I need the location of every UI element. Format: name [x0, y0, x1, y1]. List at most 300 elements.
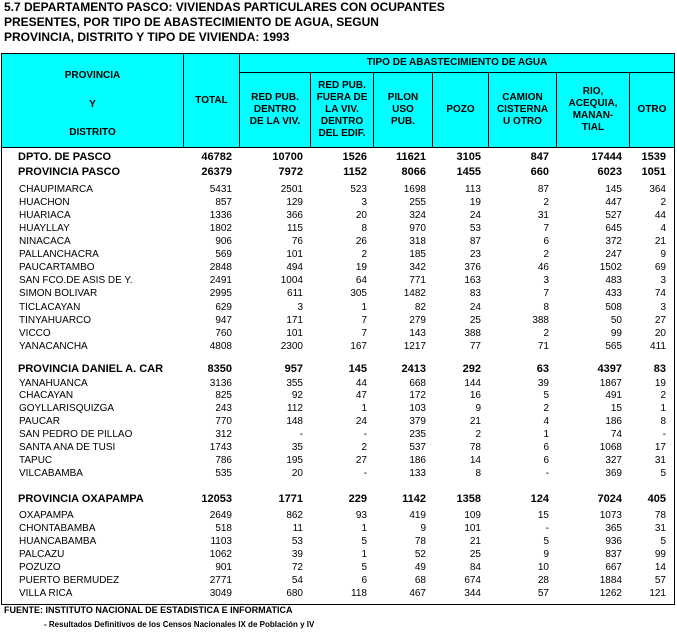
cell-value: 518: [215, 523, 232, 534]
row-label: PUERTO BERMUDEZ: [19, 575, 120, 586]
cell-value: 947: [215, 315, 232, 326]
table-row: [1, 536, 675, 548]
table-row-total: [1, 363, 675, 375]
cell-value: 6: [543, 236, 549, 247]
cell-value: 78: [469, 442, 481, 453]
cell-value: 21: [654, 236, 666, 247]
cell-value: 388: [464, 328, 481, 339]
cell-value: 4397: [597, 363, 622, 375]
cell-value: 21: [469, 536, 481, 547]
cell-value: 54: [291, 575, 303, 586]
table-row: [1, 210, 675, 222]
cell-value: 1771: [278, 493, 303, 505]
table-row: [1, 523, 675, 535]
cell-value: 46782: [201, 151, 232, 163]
cell-value: 76: [291, 236, 303, 247]
cell-value: 72: [291, 562, 303, 573]
row-label: CHAUPIMARCA: [19, 184, 93, 195]
cell-value: 1526: [342, 151, 367, 163]
cell-value: 419: [409, 510, 426, 521]
cell-value: 344: [464, 588, 481, 599]
cell-value: 121: [649, 588, 666, 599]
cell-value: 1262: [599, 588, 622, 599]
cell-value: 145: [348, 363, 367, 375]
cell-value: 771: [409, 275, 426, 286]
cell-value: 92: [291, 390, 303, 401]
cell-value: 1: [660, 403, 666, 414]
table-row: [1, 249, 675, 261]
cell-value: 112: [287, 403, 303, 414]
cell-value: 483: [605, 275, 622, 286]
cell-value: 93: [355, 510, 367, 521]
cell-value: 1698: [403, 184, 426, 195]
cell-value: 523: [350, 184, 367, 195]
cell-value: 611: [287, 288, 303, 299]
cell-value: 2: [543, 328, 549, 339]
cell-value: 1482: [403, 288, 426, 299]
cell-value: 144: [464, 378, 481, 389]
cell-value: 101: [286, 249, 303, 260]
cell-value: 760: [215, 328, 232, 339]
cell-value: 312: [215, 429, 232, 440]
cell-value: 26: [355, 236, 367, 247]
cell-value: 20: [355, 210, 367, 221]
cell-value: 279: [409, 315, 426, 326]
cell-value: 305: [350, 288, 367, 299]
table-row: [1, 562, 675, 574]
cell-value: -: [545, 468, 549, 479]
cell-value: 342: [409, 262, 426, 273]
cell-value: 318: [409, 236, 426, 247]
cell-value: 7972: [278, 166, 303, 178]
cell-value: 69: [654, 262, 666, 273]
cell-value: 15: [537, 510, 549, 521]
row-label: PROVINCIA DANIEL A. CAR: [18, 363, 164, 375]
table-row: [1, 328, 675, 340]
title-line-1: 5.7 DEPARTAMENTO PASCO: VIVIENDAS PARTICULARES CON OCUPANTES: [4, 0, 445, 14]
cell-value: 366: [286, 210, 303, 221]
cell-value: 327: [605, 455, 622, 466]
cell-value: 680: [286, 588, 303, 599]
cell-value: 17: [654, 442, 666, 453]
cell-value: 1455: [456, 166, 481, 178]
cell-value: 1336: [209, 210, 232, 221]
cell-value: 243: [215, 403, 232, 414]
cell-value: 11: [292, 523, 303, 534]
row-label: VICCO: [19, 328, 51, 339]
cell-value: 31: [537, 210, 549, 221]
cell-value: 5: [543, 390, 549, 401]
cell-value: -: [363, 429, 367, 440]
cell-value: 103: [409, 403, 426, 414]
header-red-pub-dentro: RED PUB. DENTRO DE LA VIV.: [239, 72, 311, 148]
cell-value: 1103: [210, 536, 232, 547]
cell-value: 1: [361, 403, 367, 414]
cell-value: 74: [610, 429, 622, 440]
cell-value: 565: [605, 341, 622, 352]
cell-value: 44: [355, 378, 367, 389]
cell-value: 494: [286, 262, 303, 273]
cell-value: 901: [215, 562, 232, 573]
cell-value: 10: [537, 562, 549, 573]
cell-value: 99: [654, 549, 666, 560]
row-label: SIMON BOLIVAR: [19, 288, 98, 299]
header-provincia: PROVINCIA: [64, 70, 121, 81]
table-row: [1, 378, 675, 390]
row-label: HUACHON: [19, 197, 70, 208]
cell-value: 770: [215, 416, 232, 427]
row-label: YANACANCHA: [19, 341, 88, 352]
cell-value: 15: [610, 403, 622, 414]
cell-value: 148: [286, 416, 303, 427]
cell-value: 12053: [201, 493, 232, 505]
cell-value: 527: [605, 210, 622, 221]
cell-value: 7: [361, 328, 367, 339]
cell-value: 39: [537, 378, 549, 389]
cell-value: 5: [660, 536, 666, 547]
cell-value: 35: [291, 442, 303, 453]
table-row: [1, 223, 675, 235]
row-label: VILLA RICA: [19, 588, 73, 599]
cell-value: 936: [605, 536, 622, 547]
cell-value: 5: [543, 536, 549, 547]
table-row: [1, 429, 675, 441]
row-label: SAN PEDRO DE PILLAO: [19, 429, 133, 440]
cell-value: 7: [543, 223, 549, 234]
row-label: VILCABAMBA: [19, 468, 83, 479]
cell-value: 3: [660, 302, 666, 313]
cell-value: 1051: [641, 166, 666, 178]
cell-value: -: [363, 468, 367, 479]
cell-value: 2: [660, 197, 666, 208]
cell-value: 1743: [209, 442, 232, 453]
cell-value: 4: [660, 223, 666, 234]
row-label: DPTO. DE PASCO: [18, 151, 112, 163]
header-y: Y: [89, 98, 96, 110]
cell-value: 171: [286, 315, 303, 326]
cell-value: 83: [469, 288, 481, 299]
title-line-3: PROVINCIA, DISTRITO Y TIPO DE VIVIENDA: 1993: [4, 30, 290, 44]
cell-value: 5: [660, 468, 666, 479]
cell-value: 2649: [209, 510, 232, 521]
cell-value: 1068: [599, 442, 622, 453]
cell-value: 6: [361, 575, 367, 586]
table-row-total: [1, 166, 675, 178]
cell-value: 1062: [209, 549, 232, 560]
cell-value: 5: [361, 536, 367, 547]
cell-value: 668: [409, 378, 426, 389]
table-row: [1, 236, 675, 248]
cell-value: 14: [469, 455, 481, 466]
row-label: TAPUC: [19, 455, 53, 466]
cell-value: 379: [409, 416, 426, 427]
cell-value: 2: [543, 403, 549, 414]
row-label: NINACACA: [19, 236, 71, 247]
cell-value: 825: [215, 390, 232, 401]
row-label: PAUCAR: [19, 416, 60, 427]
row-label: TICLACAYAN: [19, 302, 81, 313]
cell-value: 2: [660, 390, 666, 401]
cell-value: 8: [475, 468, 481, 479]
cell-value: 49: [414, 562, 426, 573]
row-label: CHACAYAN: [19, 390, 74, 401]
cell-value: 6023: [597, 166, 622, 178]
cell-value: 14: [654, 562, 666, 573]
cell-value: -: [545, 523, 549, 534]
table-row-total: [1, 151, 675, 163]
cell-value: 355: [286, 378, 303, 389]
cell-value: 64: [355, 275, 367, 286]
cell-value: 405: [647, 493, 666, 505]
table-row: [1, 588, 675, 600]
cell-value: 129: [286, 197, 303, 208]
cell-value: 16: [469, 390, 481, 401]
cell-value: 235: [409, 429, 426, 440]
cell-value: 87: [469, 236, 481, 247]
table-row: [1, 390, 675, 402]
cell-value: 143: [409, 328, 426, 339]
cell-value: 101: [464, 523, 481, 534]
row-label: POZUZO: [19, 562, 61, 573]
cell-value: 3: [297, 302, 303, 313]
cell-value: 372: [605, 236, 622, 247]
cell-value: 229: [348, 493, 367, 505]
table-row: [1, 275, 675, 287]
cell-value: 25: [469, 549, 481, 560]
cell-value: 9: [420, 523, 426, 534]
cell-value: 27: [355, 455, 367, 466]
cell-value: 68: [414, 575, 426, 586]
cell-value: 369: [605, 468, 622, 479]
cell-value: 57: [537, 588, 549, 599]
cell-value: 535: [215, 468, 232, 479]
cell-value: 7024: [597, 493, 622, 505]
table-row: [1, 197, 675, 209]
cell-value: 5431: [209, 184, 232, 195]
row-label: HUANCABAMBA: [19, 536, 97, 547]
cell-value: 1: [361, 302, 367, 313]
cell-value: 78: [414, 536, 426, 547]
cell-value: 255: [409, 197, 426, 208]
cell-value: 1: [361, 549, 367, 560]
cell-value: 3: [660, 275, 666, 286]
cell-value: 6: [543, 442, 549, 453]
cell-value: 25: [469, 315, 481, 326]
cell-value: 2491: [209, 275, 232, 286]
cell-value: 78: [654, 510, 666, 521]
cell-value: 5: [361, 562, 367, 573]
cell-value: 24: [469, 302, 481, 313]
cell-value: 508: [605, 302, 622, 313]
row-label: YANAHUANCA: [19, 378, 88, 389]
cell-value: 491: [605, 390, 622, 401]
cell-value: 1867: [599, 378, 622, 389]
row-label: SANTA ANA DE TUSI: [19, 442, 116, 453]
cell-value: 118: [351, 588, 367, 599]
cell-value: 8: [361, 223, 367, 234]
header-rio: RIO, ACEQUIA, MANAN- TIAL: [556, 72, 630, 148]
cell-value: 19: [654, 378, 666, 389]
table-row: [1, 549, 675, 561]
row-label: GOYLLARISQUIZGA: [19, 403, 115, 414]
cell-value: 3: [543, 275, 549, 286]
cell-value: 24: [355, 416, 367, 427]
header-camion: CAMION CISTERNA U OTRO: [488, 72, 557, 148]
cell-value: 2413: [401, 363, 426, 375]
cell-value: 8: [543, 302, 549, 313]
cell-value: 19: [469, 197, 481, 208]
title-line-2: PRESENTES, POR TIPO DE ABASTECIMIENTO DE AGUA, SEGUN: [4, 15, 379, 29]
cell-value: 1152: [343, 166, 367, 178]
cell-value: 77: [469, 341, 481, 352]
header-distrito: DISTRITO: [69, 127, 116, 138]
cell-value: 433: [605, 288, 622, 299]
cell-value: 364: [649, 184, 666, 195]
footer-source: FUENTE: INSTITUTO NACIONAL DE ESTADISTICA E INFORMATICA: [4, 605, 293, 615]
cell-value: 10700: [272, 151, 303, 163]
cell-value: 667: [605, 562, 622, 573]
cell-value: 970: [409, 223, 426, 234]
cell-value: 186: [409, 455, 426, 466]
cell-value: 1502: [599, 262, 622, 273]
cell-value: 7: [543, 288, 549, 299]
cell-value: 1539: [641, 151, 666, 163]
cell-value: 837: [605, 549, 622, 560]
cell-value: 87: [537, 184, 549, 195]
cell-value: 82: [414, 302, 426, 313]
cell-value: 23: [469, 249, 481, 260]
row-label: TINYAHUARCO: [19, 315, 92, 326]
table-row: [1, 184, 675, 196]
cell-value: 6: [543, 455, 549, 466]
cell-value: 847: [530, 151, 549, 163]
cell-value: 28: [537, 575, 549, 586]
cell-value: 2848: [209, 262, 232, 273]
cell-value: 376: [464, 262, 481, 273]
header-pilon: PILON USO PUB.: [373, 72, 433, 148]
header-otro: OTRO: [629, 72, 675, 148]
table-row: [1, 302, 675, 314]
cell-value: 84: [469, 562, 481, 573]
row-label: PAUCARTAMBO: [19, 262, 95, 273]
cell-value: 365: [605, 523, 622, 534]
header-group: TIPO DE ABASTECIMIENTO DE AGUA: [239, 53, 675, 73]
cell-value: 195: [286, 455, 303, 466]
cell-value: 26379: [201, 166, 232, 178]
cell-value: 3: [361, 197, 367, 208]
cell-value: 1358: [456, 493, 481, 505]
cell-value: 906: [215, 236, 232, 247]
table-row: [1, 288, 675, 300]
cell-value: 8: [660, 416, 666, 427]
table-row: [1, 341, 675, 353]
cell-value: 857: [215, 197, 232, 208]
cell-value: 1142: [402, 493, 426, 505]
table-row: [1, 315, 675, 327]
cell-value: 53: [469, 223, 481, 234]
row-label: PROVINCIA OXAPAMPA: [18, 493, 144, 505]
cell-value: 7: [361, 315, 367, 326]
header-total: TOTAL: [183, 53, 240, 148]
cell-value: 9: [660, 249, 666, 260]
cell-value: 101: [286, 328, 303, 339]
cell-value: 1: [361, 523, 367, 534]
cell-value: 411: [650, 341, 666, 352]
cell-value: 388: [532, 315, 549, 326]
cell-value: 4808: [209, 341, 232, 352]
table-row: [1, 442, 675, 454]
cell-value: 467: [409, 588, 426, 599]
cell-value: 2: [475, 429, 481, 440]
cell-value: 1884: [599, 575, 622, 586]
row-label: SAN FCO.DE ASIS DE Y.: [19, 275, 133, 286]
cell-value: 674: [464, 575, 481, 586]
cell-value: 1073: [599, 510, 622, 521]
cell-value: 645: [605, 223, 622, 234]
cell-value: 8066: [401, 166, 426, 178]
header-provincia-distrito: [1, 53, 184, 148]
row-label: PROVINCIA PASCO: [18, 166, 121, 178]
cell-value: 53: [291, 536, 303, 547]
cell-value: 63: [536, 363, 549, 375]
cell-value: 2: [543, 197, 549, 208]
cell-value: 2771: [209, 575, 232, 586]
table-row: [1, 468, 675, 480]
row-label: CHONTABAMBA: [19, 523, 96, 534]
cell-value: 39: [291, 549, 303, 560]
cell-value: 186: [605, 416, 622, 427]
row-label: HUAYLLAY: [19, 223, 70, 234]
cell-value: 19: [355, 262, 367, 273]
cell-value: 3049: [209, 588, 232, 599]
cell-value: 1217: [403, 341, 426, 352]
cell-value: 83: [653, 363, 666, 375]
cell-value: 31: [654, 523, 666, 534]
cell-value: 172: [409, 390, 426, 401]
cell-value: 50: [610, 315, 622, 326]
cell-value: 660: [530, 166, 549, 178]
cell-value: 537: [409, 442, 426, 453]
table-row: [1, 455, 675, 467]
cell-value: 167: [350, 341, 367, 352]
row-label: OXAPAMPA: [19, 510, 74, 521]
cell-value: 292: [462, 363, 481, 375]
cell-value: 17444: [591, 151, 622, 163]
cell-value: 2: [543, 249, 549, 260]
cell-value: 145: [605, 184, 622, 195]
cell-value: -: [662, 429, 666, 440]
table-row: [1, 262, 675, 274]
cell-value: 27: [654, 315, 666, 326]
cell-value: 124: [530, 493, 549, 505]
footer-note: - Resultados Definitivos de los Censos Nacionales IX de Población y IV: [44, 620, 315, 629]
cell-value: 20: [654, 328, 666, 339]
cell-value: 247: [605, 249, 622, 260]
cell-value: 20: [291, 468, 303, 479]
cell-value: 74: [654, 288, 666, 299]
header-pozo: POZO: [432, 72, 489, 148]
cell-value: 185: [409, 249, 426, 260]
cell-value: 109: [464, 510, 481, 521]
header-red-pub-fuera: RED PUB. FUERA DE LA VIV. DENTRO DEL EDIF.: [310, 72, 374, 148]
row-label: HUARIACA: [19, 210, 71, 221]
cell-value: 71: [537, 341, 549, 352]
cell-value: 115: [287, 223, 303, 234]
cell-value: 11621: [396, 151, 426, 163]
cell-value: 957: [284, 363, 303, 375]
cell-value: 46: [537, 262, 549, 273]
cell-value: 9: [475, 403, 481, 414]
